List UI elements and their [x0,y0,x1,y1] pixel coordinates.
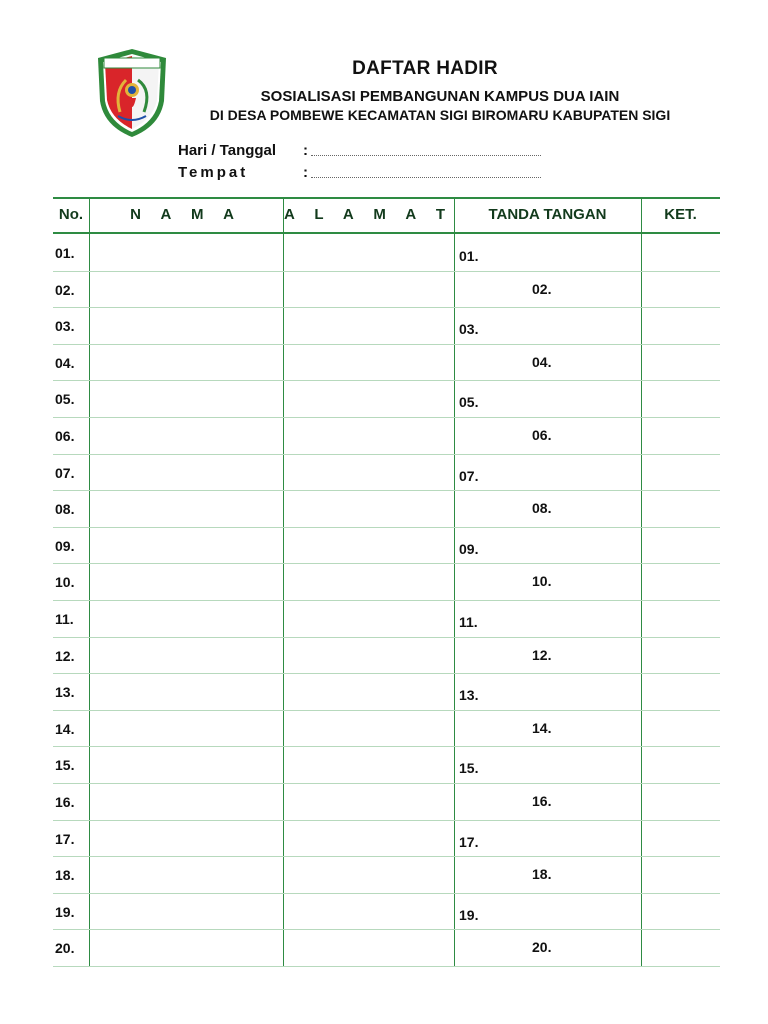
date-field[interactable] [178,142,308,159]
kabupaten-sigi-emblem [94,46,170,140]
place-field[interactable] [178,164,308,181]
row-number: 04. [55,354,75,371]
row-divider [53,820,720,821]
row-divider [53,271,720,272]
location-subtitle: DI DESA POMBEWE KECAMATAN SIGI BIROMARU KABUPATEN SIGI [209,107,671,123]
signature-number: 07. [459,467,479,484]
row-divider [53,527,720,528]
row-divider [53,563,720,564]
signature-number: 18. [532,866,552,883]
signature-number: 15. [459,760,479,777]
column-divider [89,199,90,966]
row-number: 14. [55,720,75,737]
signature-number: 03. [459,321,479,338]
column-header-ket: KET. [664,206,697,223]
row-number: 20. [55,940,75,957]
row-number: 16. [55,794,75,810]
column-divider [283,199,284,966]
column-divider [641,199,642,966]
row-number: 15. [55,757,75,774]
row-divider [53,344,720,345]
row-number: 05. [55,391,75,408]
row-number: 11. [55,611,74,627]
row-divider [53,380,720,381]
row-number: 18. [55,867,75,884]
row-number: 17. [55,830,75,847]
signature-number: 01. [459,248,479,264]
row-divider [53,637,720,638]
row-divider [53,454,720,455]
page-title: DAFTAR HADIR [352,58,498,79]
signature-number: 20. [532,939,552,956]
row-divider [53,856,720,857]
row-divider [53,600,720,601]
place-colon: : [303,164,308,181]
signature-number: 09. [459,540,479,557]
row-divider [53,929,720,930]
row-divider [53,783,720,784]
column-divider [454,199,455,966]
row-number: 13. [55,684,75,701]
column-header-alamat: A L A M A T [283,206,454,223]
row-divider [53,966,720,967]
row-divider [53,746,720,747]
row-divider [53,307,720,308]
row-number: 08. [55,501,75,518]
row-number: 06. [55,428,75,444]
row-number: 07. [55,464,75,481]
row-number: 10. [55,574,75,591]
event-subtitle: SOSIALISASI PEMBANGUNAN KAMPUS DUA IAIN [260,88,620,105]
signature-number: 08. [532,500,552,517]
signature-number: 12. [532,646,552,663]
signature-number: 10. [532,573,552,590]
date-colon: : [303,142,308,159]
signature-number: 16. [532,793,552,809]
row-divider [53,673,720,674]
signature-number: 17. [459,833,479,850]
row-number: 19. [55,903,75,920]
column-header-tanda-tangan: TANDA TANGAN [488,206,607,223]
signature-number: 11. [459,614,478,630]
row-number: 03. [55,318,75,335]
column-header-no: No. [58,206,84,223]
column-header-nama: N A M A [130,206,242,223]
row-number: 09. [55,537,75,554]
signature-number: 19. [459,906,479,923]
place-dotted-line [311,177,541,178]
row-divider [53,490,720,491]
row-number: 02. [55,281,75,298]
signature-number: 06. [532,427,552,443]
row-divider [53,710,720,711]
row-number: 01. [55,245,75,261]
signature-number: 05. [459,394,479,411]
signature-number: 14. [532,719,552,736]
date-label: Hari / Tanggal [178,142,277,159]
header-divider [53,232,720,234]
signature-number: 04. [532,353,552,370]
place-label: Tempat [178,164,249,181]
date-dotted-line [311,155,541,156]
signature-number: 02. [532,280,552,297]
row-number: 12. [55,647,75,664]
attendance-table [53,197,720,966]
row-divider [53,893,720,894]
signature-number: 13. [459,687,479,704]
row-divider [53,417,720,418]
